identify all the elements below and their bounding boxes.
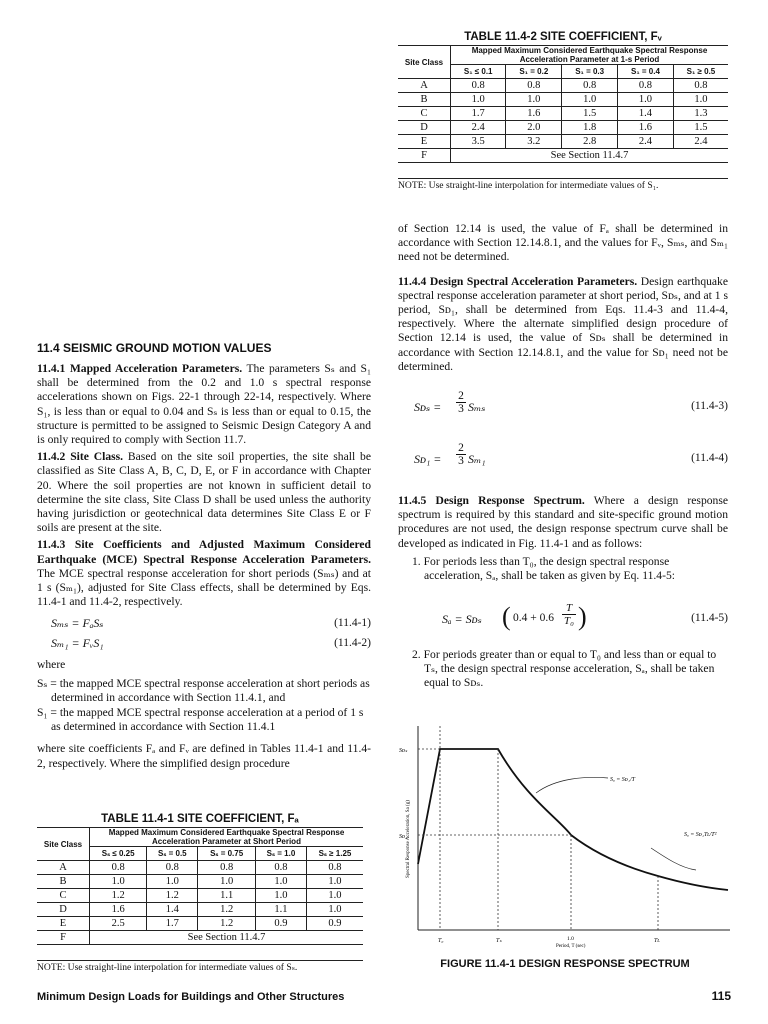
table-cell: 1.0 xyxy=(451,93,506,107)
table-cell: 0.8 xyxy=(451,79,506,93)
table-cell: 1.6 xyxy=(618,121,674,135)
table-cell: F xyxy=(37,931,90,945)
right-column-text xyxy=(398,222,728,374)
table-cell: 1.1 xyxy=(198,889,256,903)
table-cell: 0.9 xyxy=(306,917,363,931)
table-cell: 1.0 xyxy=(506,93,562,107)
paragraph-heading: 11.4.4 Design Spectral Acceleration Parameters. xyxy=(398,274,638,288)
y-axis-label: Spectral Response Acceleration, Sa (g) xyxy=(406,800,411,878)
table-cell: 2.4 xyxy=(673,135,728,149)
table-cell: 2.5 xyxy=(90,917,147,931)
equation-11-4-4 xyxy=(398,442,728,476)
equation-number: (11.4-5) xyxy=(691,612,728,624)
paragraph-heading: 11.4.2 Site Class. xyxy=(37,450,124,464)
paragraph-text xyxy=(398,494,728,551)
table-cell: 1.3 xyxy=(673,107,728,121)
table-cell: 0.8 xyxy=(256,861,307,875)
fraction-denominator: T₀ xyxy=(564,615,574,627)
sd1-label: Sᴅ₁ xyxy=(399,834,408,840)
equation-rhs: Sₘₛ xyxy=(468,400,486,414)
table-cell: C xyxy=(37,889,90,903)
table-cell: 1.0 xyxy=(562,93,618,107)
table-fa-col: Sₛ = 1.0 xyxy=(256,847,307,861)
paragraph-11-4-2 xyxy=(37,450,371,535)
equation-rhs: Sₘ₁ xyxy=(468,452,486,466)
table-cell: D xyxy=(37,903,90,917)
table-cell: 0.8 xyxy=(562,79,618,93)
equation-11-4-5 xyxy=(398,600,728,636)
table-row xyxy=(398,93,728,107)
table-cell: 2.4 xyxy=(618,135,674,149)
table-row xyxy=(398,107,728,121)
table-cell: C xyxy=(398,107,451,121)
equation-lhs: Sᴅ₁ = xyxy=(414,452,442,466)
table-cell: See Section 11.4.7 xyxy=(451,149,729,163)
one-sec-label: 1.0 xyxy=(567,936,574,942)
table-cell: 1.6 xyxy=(506,107,562,121)
table-row xyxy=(37,931,363,945)
equation-text: Sₘₛ = FₐSₛ xyxy=(51,616,104,631)
equation-number: (11.4-2) xyxy=(334,637,371,650)
table-cell: 1.0 xyxy=(306,889,363,903)
table-fa-note: NOTE: Use straight-line interpolation for intermediate values of Sₛ. xyxy=(37,960,363,973)
table-fv-title: TABLE 11.4-2 SITE COEFFICIENT, Fᵥ xyxy=(464,31,662,43)
table-row xyxy=(37,903,363,917)
equation-11-4-2 xyxy=(37,634,371,656)
curve2-label: Sₐ = Sᴅ₁Tʟ/T² xyxy=(684,832,717,838)
table-cell: 1.4 xyxy=(147,903,198,917)
table-cell: 1.2 xyxy=(198,903,256,917)
paragraph-11-4-1 xyxy=(37,362,371,447)
table-cell: 2.8 xyxy=(562,135,618,149)
table-fa-col: Sₛ ≤ 0.25 xyxy=(90,847,147,861)
equation-fraction xyxy=(456,442,466,467)
tl-label: Tʟ xyxy=(654,938,660,944)
paragraph-body: Design earthquake spectral response acceleration parameter at short period, Sᴅₛ, and at 1 s period, Sᴅ₁, shall be determined from Eqs. 11.4-3 and 11.4-4, respectively. Where the alternate simplified design procedure of Section 12.14 is used, the value of Sᴅₛ shall be determined in accordance with Section 12.14.8.1, and the value for Sᴅ₁ need not be determined. xyxy=(398,274,728,373)
table-cell: 0.8 xyxy=(198,861,256,875)
design-response-spectrum-figure xyxy=(396,718,732,950)
fraction-denominator: 3 xyxy=(458,403,464,415)
table-cell: E xyxy=(37,917,90,931)
paragraph-heading: 11.4.3 Site Coefficients and Adjusted Maximum Considered Earthquake (MCE) Spectral Response Acceleration Parameters. xyxy=(37,538,371,566)
table-cell: 1.7 xyxy=(451,107,506,121)
table-cell: 3.2 xyxy=(506,135,562,149)
table-cell: 1.0 xyxy=(147,875,198,889)
table-cell: A xyxy=(37,861,90,875)
t0-label: T₀ xyxy=(438,938,444,944)
table-row xyxy=(398,135,728,149)
table-fv-class-header: Site Class xyxy=(398,46,451,79)
table-fa-col: Sₛ = 0.5 xyxy=(147,847,198,861)
table-fv-col: S₁ ≤ 0.1 xyxy=(451,65,506,79)
table-row xyxy=(37,875,363,889)
table-cell: 1.0 xyxy=(306,903,363,917)
table-cell: 1.0 xyxy=(673,93,728,107)
footer-title: Minimum Design Loads for Buildings and Other Structures xyxy=(37,991,345,1003)
table-cell: 1.5 xyxy=(673,121,728,135)
table-fa-col: Sₛ = 0.75 xyxy=(198,847,256,861)
table-row xyxy=(398,149,728,163)
table-cell: 3.5 xyxy=(451,135,506,149)
equation-fraction xyxy=(562,602,576,627)
paragraph-body: The MCE spectral response acceleration for short periods (Sₘₛ) and at 1 s (Sₘ₁), adjusted for Site Class effects, shall be determined by Eqs. 11.4-1 and 11.4-2, respectively. xyxy=(37,566,371,609)
table-cell: 0.8 xyxy=(673,79,728,93)
table-cell: See Section 11.4.7 xyxy=(90,931,364,945)
table-row xyxy=(37,889,363,903)
table-cell: A xyxy=(398,79,451,93)
paragraph-11-4-5 xyxy=(398,494,728,583)
table-cell: 0.8 xyxy=(618,79,674,93)
table-cell: 1.8 xyxy=(562,121,618,135)
table-cell: 1.2 xyxy=(90,889,147,903)
sds-label: Sᴅₛ xyxy=(399,748,408,754)
equation-fraction xyxy=(456,390,466,415)
table-row xyxy=(37,861,363,875)
table-fv-col: S₁ = 0.2 xyxy=(506,65,562,79)
paragraph-site-coefficients: where site coefficients Fₐ and Fᵥ are defined in Tables 11.4-1 and 11.4-2, respectively. Where the simplified design procedure xyxy=(37,742,371,770)
table-fv-col: S₁ = 0.3 xyxy=(562,65,618,79)
list-item: 2. For periods greater than or equal to T₀ and less than or equal to Tₛ, the design spectral response acceleration, Sₐ, shall be taken equal to Sᴅₛ. xyxy=(412,648,717,690)
table-fa-title: TABLE 11.4-1 SITE COEFFICIENT, Fₐ xyxy=(101,813,299,825)
definition-s1: S₁ = the mapped MCE spectral response acceleration at a period of 1 s as determined in accordance with Section 11.4.1 xyxy=(37,706,364,734)
spectrum-curve xyxy=(418,749,728,890)
table-cell: 1.0 xyxy=(198,875,256,889)
table-cell: 1.0 xyxy=(618,93,674,107)
table-fv-col: S₁ ≥ 0.5 xyxy=(673,65,728,79)
table-cell: 0.9 xyxy=(256,917,307,931)
x-axis-label: Period, T (sec) xyxy=(556,944,586,949)
paragraph-heading: 11.4.5 Design Response Spectrum. xyxy=(398,494,585,507)
paragraph-body: Based on the site soil properties, the site shall be classified as Site Class A, B, C, D, E, or F in accordance with Chapter 20. Where the soil properties are not known in sufficient detail to determine the site class, Site Class D shall be used unless the authority having jurisdiction or geotechnical data determines Site Class E or F soils are present at the site. xyxy=(37,450,371,535)
table-cell: 1.0 xyxy=(90,875,147,889)
where-label: where xyxy=(37,658,66,672)
table-row xyxy=(398,79,728,93)
figure-caption: FIGURE 11.4-1 DESIGN RESPONSE SPECTRUM xyxy=(440,958,690,970)
ts-label: Tₛ xyxy=(496,938,502,944)
table-cell: 1.2 xyxy=(147,889,198,903)
equation-number: (11.4-1) xyxy=(334,617,371,630)
table-cell: 2.0 xyxy=(506,121,562,135)
equation-11-4-3 xyxy=(398,390,728,424)
table-fv-group-header: Mapped Maximum Considered Earthquake Spectral Response Acceleration Parameter at 1-s Period xyxy=(451,46,729,65)
open-paren: ( xyxy=(502,602,511,631)
table-cell: 0.8 xyxy=(90,861,147,875)
paragraph-11-4-4 xyxy=(398,275,728,374)
table-cell: 1.0 xyxy=(306,875,363,889)
table-cell: 1.0 xyxy=(256,875,307,889)
table-cell: 1.0 xyxy=(256,889,307,903)
table-fa-class-header: Site Class xyxy=(37,828,90,861)
table-cell: 0.8 xyxy=(306,861,363,875)
table-cell: F xyxy=(398,149,451,163)
spectrum-plot xyxy=(396,718,732,950)
table-cell: 1.5 xyxy=(562,107,618,121)
table-fa-col: Sₛ ≥ 1.25 xyxy=(306,847,363,861)
equation-lhs: Sₐ = Sᴅₛ xyxy=(442,612,482,626)
table-fa-group-header: Mapped Maximum Considered Earthquake Spectral Response Acceleration Parameter at Short Period xyxy=(90,828,364,847)
table-cell: 1.4 xyxy=(618,107,674,121)
close-paren: ) xyxy=(578,602,587,631)
table-cell: 0.8 xyxy=(147,861,198,875)
table-row xyxy=(398,121,728,135)
list-item-2-wrap xyxy=(398,648,728,691)
list-item: 1. For periods less than T₀, the design spectral response acceleration, Sₐ, shall be taken as given by Eq. 11.4-5: xyxy=(412,554,675,583)
definition-ss: Sₛ = the mapped MCE spectral response acceleration at short periods as determined in accordance with Section 11.4.1, and xyxy=(37,676,370,704)
equation-11-4-1 xyxy=(37,612,371,634)
equation-number: (11.4-4) xyxy=(691,452,728,464)
table-cell: 1.1 xyxy=(256,903,307,917)
paragraph-continued: of Section 12.14 is used, the value of Fₐ shall be determined in accordance with Section 12.14.8.1, and the values for Fᵥ, Sₘₛ, and Sₘ₁ need not be determined. xyxy=(398,222,728,264)
paragraph-11-4-3 xyxy=(37,538,371,609)
paragraph-body: Where a design response spectrum is required by this standard and site-specific ground motion procedures are not used, the design response spectrum curve shall be developed as indicated in Fig. 11.4-1 and as follows: xyxy=(398,494,728,550)
table-cell: 1.6 xyxy=(90,903,147,917)
equation-text: Sₘ₁ = FᵥS₁ xyxy=(51,636,104,651)
table-cell: 2.4 xyxy=(451,121,506,135)
section-title: 11.4 SEISMIC GROUND MOTION VALUES xyxy=(37,341,272,355)
table-cell: E xyxy=(398,135,451,149)
left-column-text xyxy=(37,362,371,771)
paragraph-heading: 11.4.1 Mapped Acceleration Parameters. xyxy=(37,362,243,375)
table-row xyxy=(37,917,363,931)
curve1-leader xyxy=(536,777,608,793)
table-fv-col: S₁ = 0.4 xyxy=(618,65,674,79)
curve1-label: Sₐ = Sᴅ₁/T xyxy=(610,777,635,783)
table-cell: 0.8 xyxy=(506,79,562,93)
table-fa xyxy=(37,827,363,945)
fraction-numerator: 2 xyxy=(456,442,466,455)
table-cell: D xyxy=(398,121,451,135)
table-cell: 1.2 xyxy=(198,917,256,931)
curve2-leader xyxy=(651,848,696,870)
table-cell: B xyxy=(37,875,90,889)
page-number: 115 xyxy=(711,989,731,1003)
table-fv-note: NOTE: Use straight-line interpolation for intermediate values of S₁. xyxy=(398,178,728,191)
fraction-denominator: 3 xyxy=(458,455,464,467)
table-fv xyxy=(398,45,728,163)
paragraph-body: The parameters Sₛ and S₁ shall be determined from the 0.2 and 1.0 s spectral response accelerations shown on Figs. 22-1 through 22-14, respectively. Where S₁, is less than or equal to 0.04 and Sₛ is less than or equal to 0.15, the structure is permitted to be assigned to Seismic Design Category A and is only required to comply with Section 11.7. xyxy=(37,362,371,447)
equation-number: (11.4-3) xyxy=(691,400,728,412)
fraction-numerator: T xyxy=(562,602,576,615)
table-cell: 1.7 xyxy=(147,917,198,931)
table-cell: B xyxy=(398,93,451,107)
equation-lhs: Sᴅₛ = xyxy=(414,400,442,414)
fraction-numerator: 2 xyxy=(456,390,466,403)
equation-term: 0.4 + 0.6 xyxy=(513,612,554,624)
